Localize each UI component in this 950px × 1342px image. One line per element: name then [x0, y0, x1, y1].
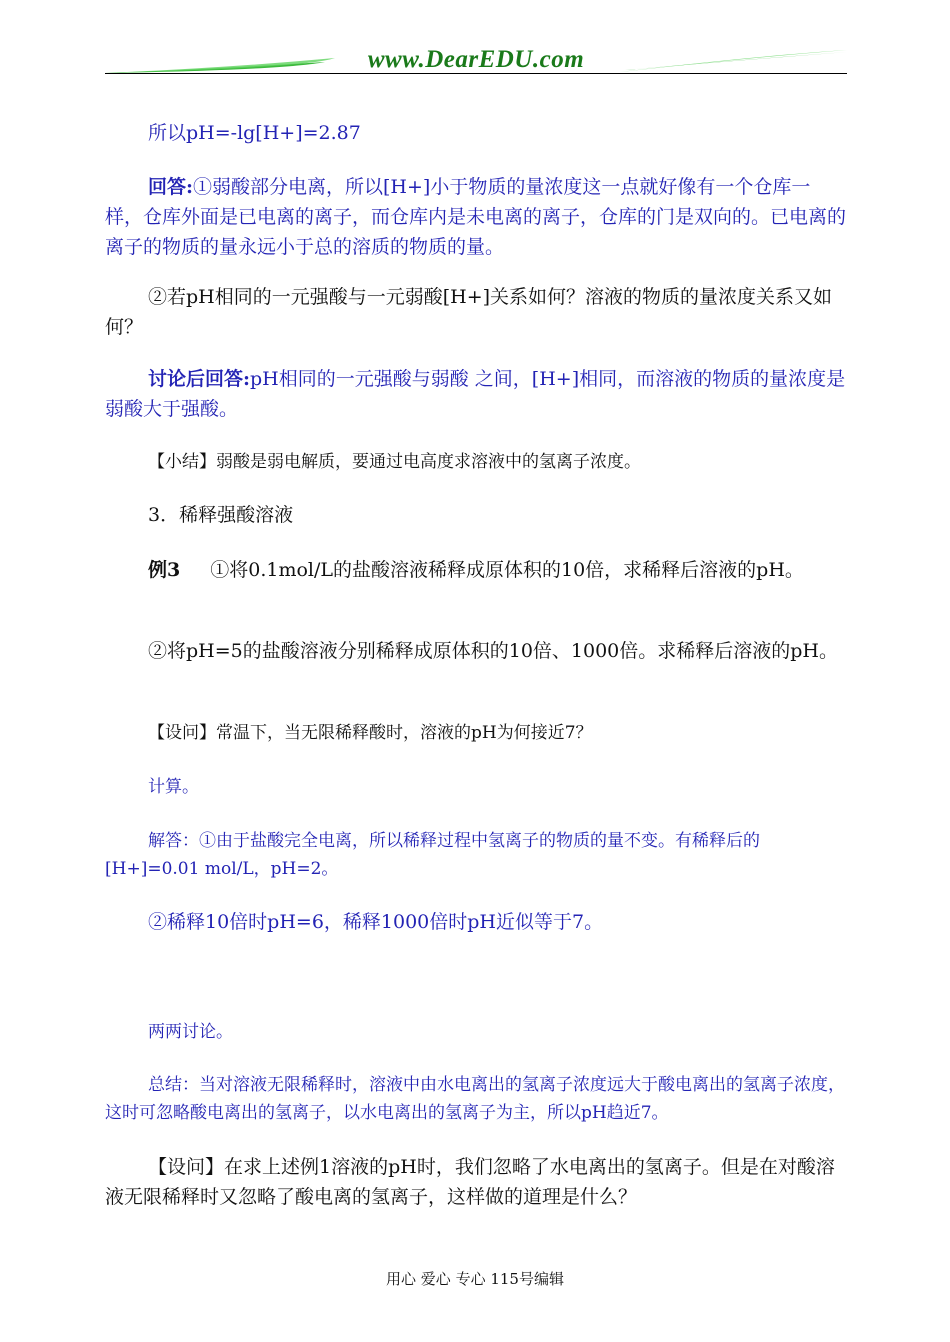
solution-part-2: ②稀释10倍时pH=6，稀释1000倍时pH近似等于7。	[148, 911, 604, 933]
paragraph-1: 所以pH=-lg[H+]=2.87	[148, 122, 361, 144]
page-footer: 用心 爱心 专心 115号编辑	[386, 1270, 564, 1288]
header-rule	[105, 73, 847, 74]
example-text: ①将0.1mol/L的盐酸溶液稀释成原体积的10倍，求稀释后溶液的pH。	[210, 559, 804, 581]
example-3	[105, 555, 847, 585]
site-brand[interactable]: www.DearEDU.com	[367, 46, 585, 73]
example-label: 例3	[148, 559, 181, 581]
section-heading: 3．稀释强酸溶液	[148, 504, 294, 526]
pair-discussion: 两两讨论。	[148, 1022, 233, 1042]
paragraph-2	[105, 172, 847, 262]
discussion-answer-text: pH相同的一元强酸与弱酸 之间，[H+]相同，而溶液的物质的量浓度是弱酸大于强酸。	[105, 368, 846, 420]
answer-text: ①弱酸部分电离，所以[H+]小于物质的量浓度这一点就好像有一个仓库一样，仓库外面是已电离的离子，而仓库内是未电离的离子，仓库的门是双向的。已电离的离子的物质的量永远小于总的溶质的物质的量。	[105, 176, 847, 258]
question-paragraph: 【设问】常温下，当无限稀释酸时，溶液的pH为何接近7？	[148, 723, 593, 743]
discussion-answer-label: 讨论后回答:	[148, 368, 251, 390]
final-question: 【设问】在求上述例1溶液的pH时，我们忽略了水电离出的氢离子。但是在对酸溶液无限稀释时又忽略了酸电离的氢离子，这样做的道理是什么？	[105, 1156, 835, 1208]
conclusion-paragraph: 总结：当对溶液无限稀释时，溶液中由水电离出的氢离子浓度远大于酸电离出的氢离子浓度，这时可忽略酸电离出的氢离子，以水电离出的氢离子为主，所以pH趋近7。	[105, 1075, 845, 1123]
paragraph-3: ②若pH相同的一元强酸与一元弱酸[H+]关系如何？溶液的物质的量浓度关系又如何？	[105, 286, 833, 338]
calculate-paragraph: 计算。	[148, 777, 199, 797]
paragraph-4	[105, 364, 847, 424]
solution-paragraph: 解答：①由于盐酸完全电离，所以稀释过程中氢离子的物质的量不变。有稀释后的[H+]=0.01 mol/L，pH=2。	[105, 831, 760, 879]
answer-label: 回答:	[148, 176, 194, 198]
summary-paragraph: 【小结】弱酸是弱电解质，要通过电高度求溶液中的氢离子浓度。	[148, 452, 641, 472]
page-header	[105, 40, 847, 84]
example-3-part-2: ②将pH=5的盐酸溶液分别稀释成原体积的10倍、1000倍。求稀释后溶液的pH。	[148, 640, 839, 662]
